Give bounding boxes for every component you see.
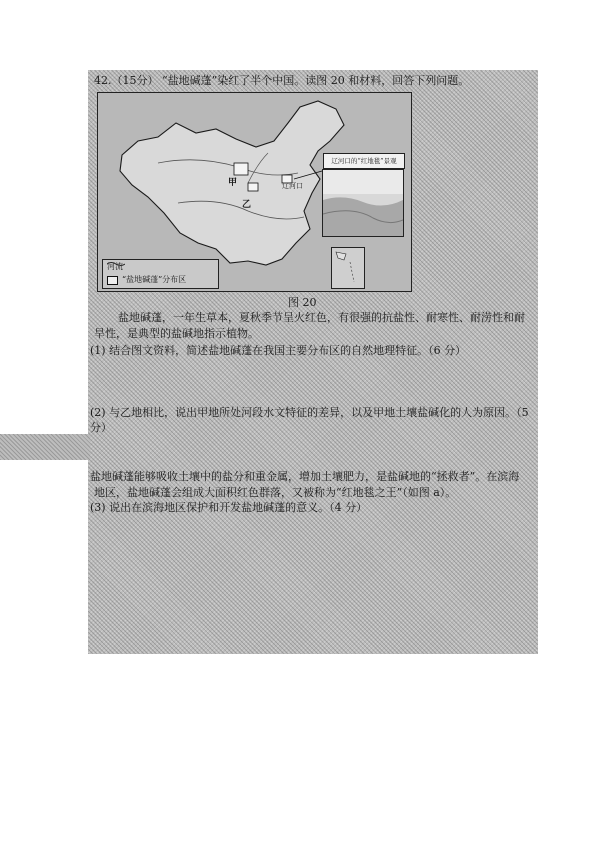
figure-caption: 图 20 bbox=[288, 296, 317, 309]
map-legend bbox=[102, 259, 219, 289]
material-line-1: 盐地碱蓬，一年生草本，夏秋季节呈火红色，有很强的抗盐性、耐寒性、耐涝性和耐 bbox=[118, 311, 525, 324]
question-2-line-2: 分） bbox=[90, 421, 112, 434]
photo-image bbox=[323, 170, 403, 236]
material2-line-2: 地区，盐地碱蓬会组成大面积红色群落，又被称为“红地毯之王”（如图 a）。 bbox=[94, 486, 457, 499]
south-china-sea-inset bbox=[331, 247, 365, 289]
china-map bbox=[97, 92, 412, 292]
region-legend-icon bbox=[107, 276, 118, 285]
material2-line-1: 盐地碱蓬能够吸收土壤中的盐分和重金属，增加土壤肥力，是盐碱地的“拯救者”。在滨海 bbox=[90, 470, 520, 483]
place-marker-b: 乙 bbox=[242, 200, 252, 210]
question-header: 42.（15分） “盐地碱蓬”染红了半个中国。读图 20 和材料，回答下列问题。 bbox=[94, 74, 470, 87]
photo-caption: 辽河口的“红地毯”景观 bbox=[323, 153, 405, 169]
material-line-2: 旱性，是典型的盐碱地指示植物。 bbox=[94, 327, 259, 340]
question-1: (1) 结合图文资料，简述盐地碱蓬在我国主要分布区的自然地理特征。（6 分） bbox=[90, 344, 467, 357]
place-marker-a: 甲 bbox=[228, 178, 238, 188]
legend-river-label: 河流 bbox=[107, 262, 123, 271]
place-marker-c: 辽河口 bbox=[282, 182, 303, 190]
question-3: (3) 说出在滨海地区保护和开发盐地碱蓬的意义。（4 分） bbox=[90, 501, 368, 514]
question-2-line-1: (2) 与乙地相比，说出甲地所处河段水文特征的差异，以及甲地土壤盐碱化的人为原因。（5 bbox=[90, 406, 529, 419]
river-legend-icon bbox=[107, 261, 125, 267]
legend-region-label: “盐地碱蓬”分布区 bbox=[122, 275, 187, 284]
photo-figure-a bbox=[322, 157, 404, 237]
margin-band bbox=[0, 434, 90, 460]
